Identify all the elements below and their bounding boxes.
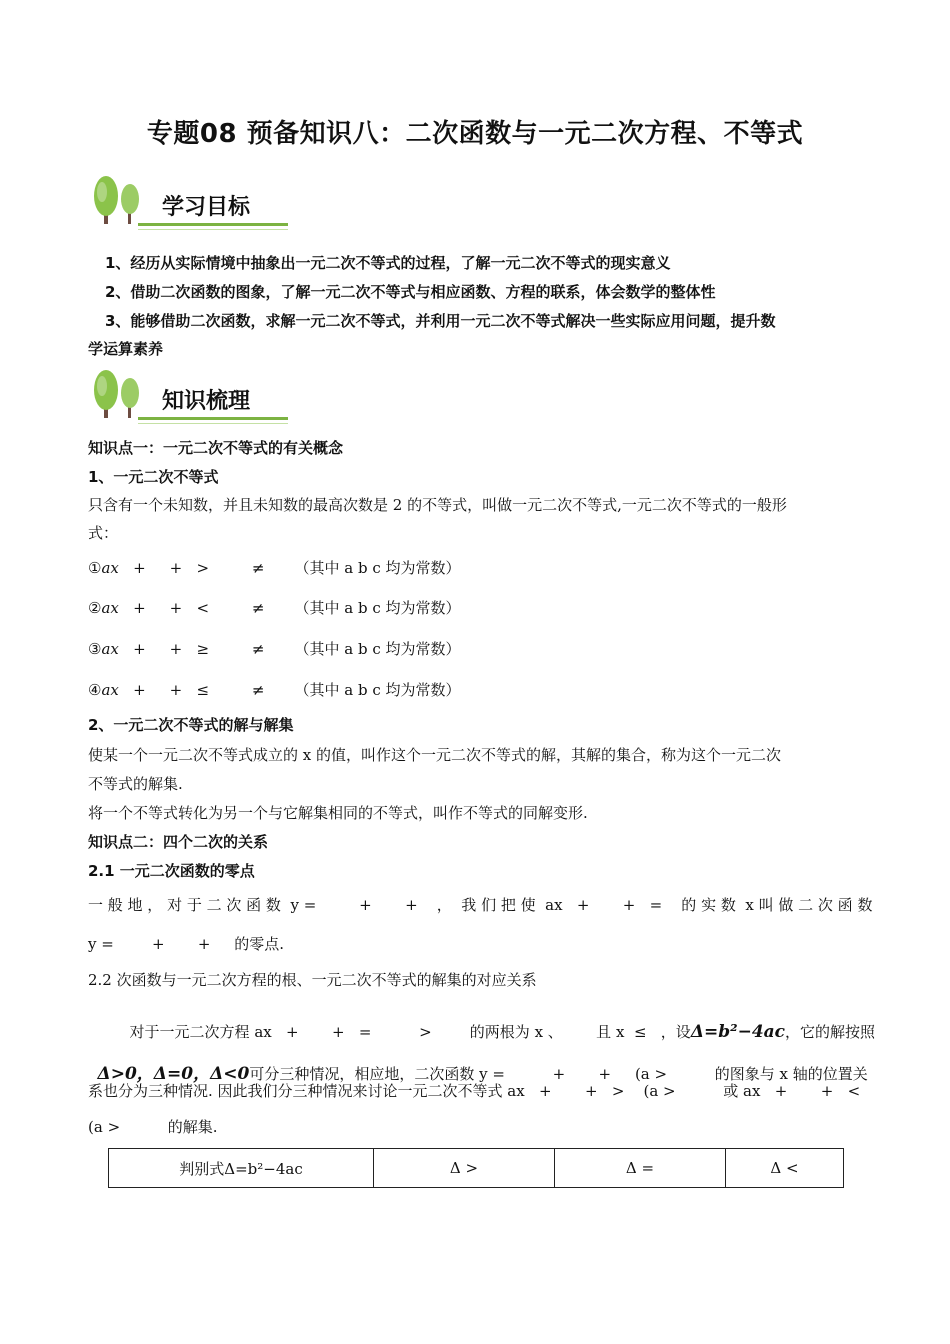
tree-icon bbox=[90, 368, 150, 420]
form-row: ④ax + + ≤ ≠ （其中 a b c 均为常数） bbox=[88, 681, 461, 699]
kp2-para-line2: Δ>0，Δ=0，Δ<0可分三种情况，相应地，二次函数 y = + + (a > 的图象与 x 轴的位置关 bbox=[97, 1064, 868, 1084]
section-header-goals bbox=[90, 172, 290, 232]
goal-item: 3、能够借助二次函数，求解一元二次不等式，并利用一元二次不等式解决一些实际应用问题，提升数 bbox=[105, 312, 776, 330]
kp1-sub2: 2、一元二次不等式的解与解集 bbox=[88, 716, 294, 734]
table-header-cell: Δ < bbox=[726, 1149, 844, 1188]
table-header-cell: 判别式Δ=b²−4ac bbox=[109, 1149, 374, 1188]
kp2-sub2: 2.2 次函数与一元二次方程的根、一元二次不等式的解集的对应关系 bbox=[88, 971, 537, 989]
goal-item: 2、借助二次函数的图象，了解一元二次不等式与相应函数、方程的联系，体会数学的整体性 bbox=[105, 283, 716, 301]
kp2-zero-line1: 一 般 地 ， 对 于 二 次 函 数 y = + + ， 我 们 把 使 ax + + = 的 实 数 x 叫 做 二 次 函 数 bbox=[88, 896, 873, 914]
goal-item: 1、经历从实际情境中抽象出一元二次不等式的过程，了解一元二次不等式的现实意义 bbox=[105, 254, 671, 272]
section-label-goals: 学习目标 bbox=[162, 195, 251, 220]
kp2-sub1: 2.1 一元二次函数的零点 bbox=[88, 862, 255, 880]
form-row: ②ax + + < ≠ （其中 a b c 均为常数） bbox=[88, 599, 461, 617]
page-title: 专题08 预备知识八：二次函数与一元二次方程、不等式 bbox=[146, 119, 804, 149]
kp2-para-line1: 对于一元二次方程 ax + + = > 的两根为 x 、 且 x ≤ ，设Δ=b²−4ac，它的解按照 bbox=[129, 1022, 876, 1042]
kp1-sol-line1: 使某一个一元二次不等式成立的 x 的值，叫作这个一元二次不等式的解，其解的集合，称为这个一元二次 bbox=[88, 746, 782, 764]
delta-definition: Δ=b²−4ac bbox=[690, 1022, 786, 1042]
table-header-cell: Δ = bbox=[555, 1149, 726, 1188]
form-row: ①ax + + > ≠ （其中 a b c 均为常数） bbox=[88, 559, 461, 577]
kp1-sub1: 1、一元二次不等式 bbox=[88, 468, 219, 486]
kp1-sol-line2: 不等式的解集. bbox=[88, 775, 183, 793]
table-header-cell: Δ > bbox=[374, 1149, 555, 1188]
section-label-review: 知识梳理 bbox=[162, 389, 251, 414]
delta-cases: Δ>0，Δ=0，Δ<0 bbox=[97, 1064, 250, 1084]
goal-item: 学运算素养 bbox=[88, 340, 164, 358]
kp2-heading: 知识点二：四个二次的关系 bbox=[88, 833, 269, 851]
discriminant-table bbox=[108, 1148, 844, 1188]
kp2-para-line4: (a > 的解集. bbox=[88, 1118, 218, 1136]
form-row: ③ax + + ≥ ≠ （其中 a b c 均为常数） bbox=[88, 640, 461, 658]
kp1-sol-line3: 将一个不等式转化为另一个与它解集相同的不等式，叫作不等式的同解变形. bbox=[88, 804, 588, 822]
kp1-heading: 知识点一：一元二次不等式的有关概念 bbox=[88, 439, 344, 457]
section-header-review bbox=[90, 366, 290, 426]
tree-icon bbox=[90, 174, 150, 226]
kp1-def-line1: 只含有一个未知数，并且未知数的最高次数是 2 的不等式，叫做一元二次不等式,一元二次不等式的一般形 bbox=[88, 496, 787, 514]
kp2-para-line3: 系也分为三种情况. 因此我们分三种情况来讨论一元二次不等式 ax + + > (a > 或 ax + + < bbox=[88, 1082, 861, 1100]
kp2-zero-line2: y = + + 的零点. bbox=[88, 935, 285, 953]
kp1-def-line2: 式： bbox=[88, 524, 119, 542]
table-row bbox=[109, 1149, 844, 1188]
